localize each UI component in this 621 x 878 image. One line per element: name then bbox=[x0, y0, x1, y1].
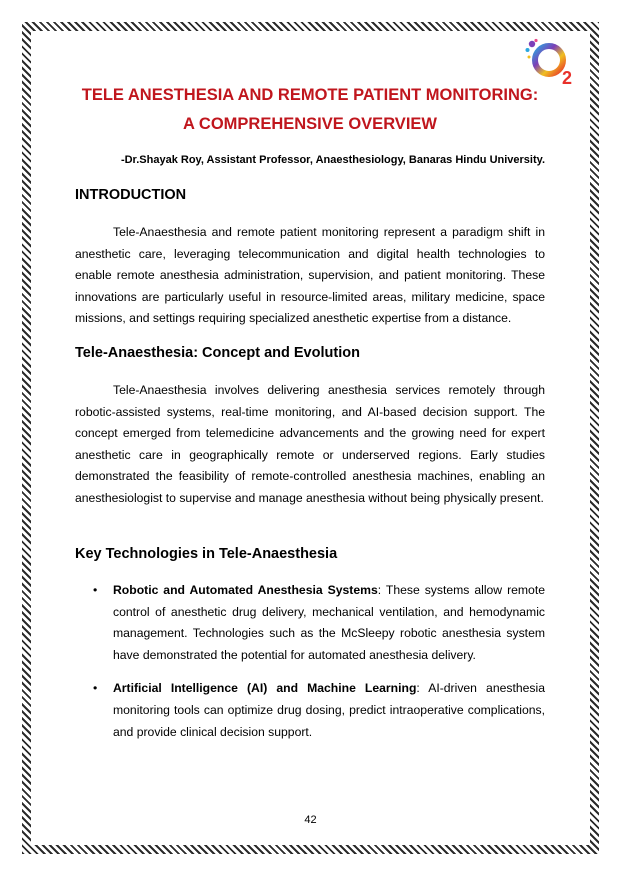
bullet-icon: • bbox=[93, 583, 98, 597]
bullet-text: : These systems allow remote control of anesthetic drug delivery, mechanical ventilation, and hemodynamic management. Technologies such as the McSleepy robotic anesthesia system have demonstrated the potential for automated anesthesia delivery. bbox=[113, 583, 545, 662]
key-technologies-list bbox=[75, 580, 545, 755]
concept-evolution-paragraph: Tele-Anaesthesia involves delivering anesthesia services remotely through robotic-assisted systems, real-time monitoring, and AI-based decision support. The concept emerged from telemedicine advancements and the growing need for expert anesthetic care in geographically remote or underserved regions. Early studies demonstrated the feasibility of remote-controlled anesthesia machines, enabling an anesthesiologist to supervise and manage anesthesia without being physically present. bbox=[75, 383, 545, 505]
bullet-icon: • bbox=[93, 681, 98, 696]
section-heading-introduction: INTRODUCTION bbox=[75, 187, 187, 203]
section-heading-concept-evolution: Tele-Anaesthesia: Concept and Evolution bbox=[75, 345, 360, 361]
document-title-line-1: TELE ANESTHESIA AND REMOTE PATIENT MONITORING: bbox=[81, 86, 539, 104]
list-item bbox=[75, 678, 545, 743]
bullet-term: Robotic and Automated Anesthesia Systems bbox=[113, 583, 378, 597]
section-heading-key-technologies: Key Technologies in Tele-Anaesthesia bbox=[75, 546, 338, 562]
document-title-line-2: A COMPREHENSIVE OVERVIEW bbox=[183, 115, 437, 133]
svg-text:2: 2 bbox=[562, 68, 573, 88]
list-item bbox=[75, 580, 545, 666]
author-line: -Dr.Shayak Roy, Assistant Professor, Anaesthesiology, Banaras Hindu University. bbox=[120, 154, 545, 166]
bullet-term: Artificial Intelligence (AI) and Machine Learning bbox=[113, 681, 417, 696]
o2-logo-icon bbox=[524, 38, 578, 88]
page-number: 42 bbox=[304, 814, 317, 826]
introduction-paragraph: Tele-Anaesthesia and remote patient monitoring represent a paradigm shift in anesthetic care, leveraging telecommunication and digital health technologies to enable remote anesthesia administration, supervision, and patient monitoring. These innovations are particularly useful in resource-limited areas, military medicine, space missions, and settings requiring specialized anesthetic expertise from a distance. bbox=[75, 225, 545, 326]
bullet-text: : AI-driven anesthesia monitoring tools can optimize drug dosing, predict intraoperative complications, and provide clinical decision support. bbox=[113, 681, 545, 739]
